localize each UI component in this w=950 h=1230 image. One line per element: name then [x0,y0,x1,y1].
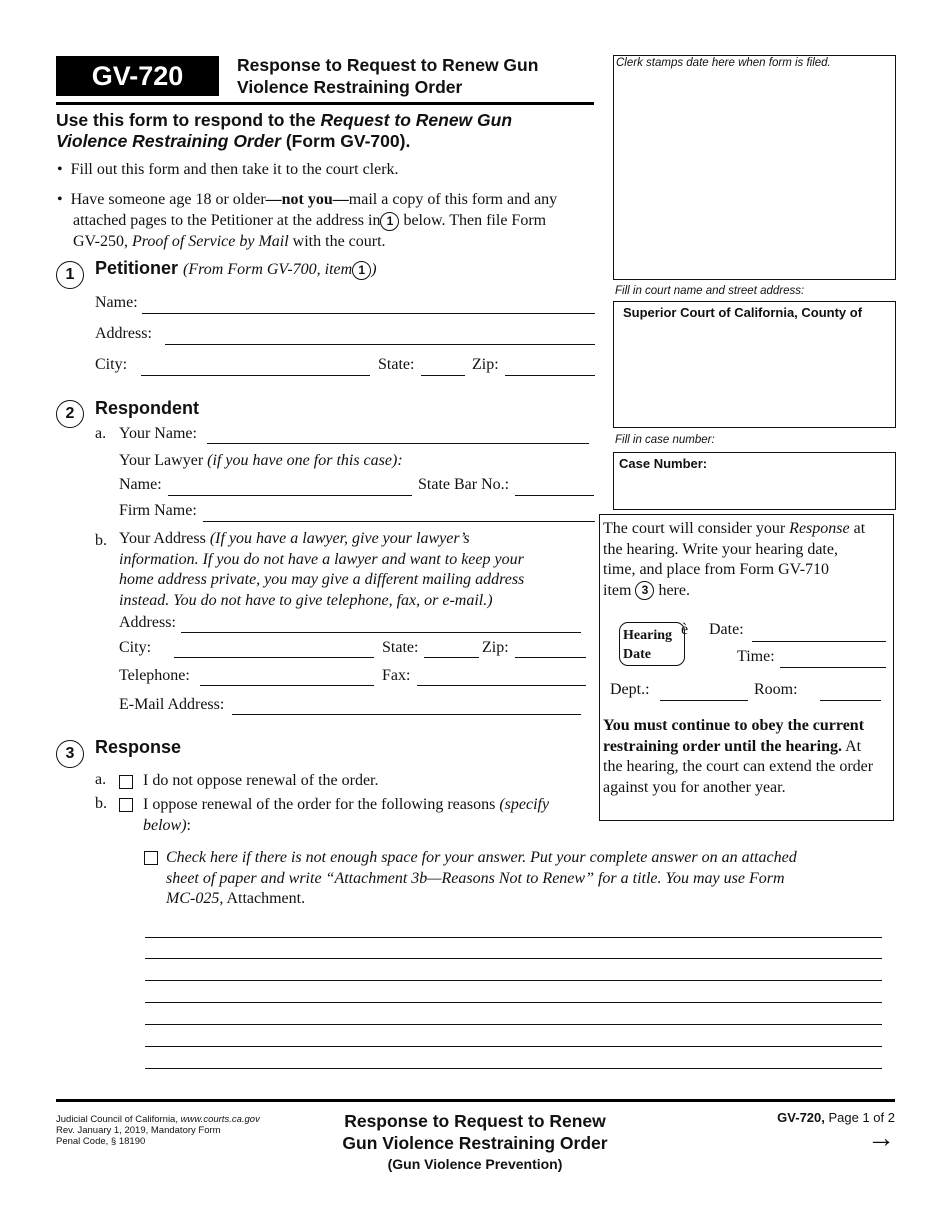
respondent-email-label: E-Mail Address: [119,696,225,713]
case-number-label: Case Number: [619,456,708,471]
warning-line4: against you for another year. [603,778,786,796]
petitioner-item-circle: 1 [352,261,371,280]
clerk-stamp-label: Clerk stamps date here when form is filed. [616,57,831,69]
warning-bold-2: restraining order until the hearing. [603,737,842,755]
hearing-line3: time, and place from Form GV-710 [603,561,830,578]
petitioner-city-label: City: [95,356,128,373]
petitioner-title: Petitioner [95,258,179,278]
hearing-date-label: Date: [709,621,744,638]
addr-note-3: home address private, you may give a different mailing address [119,571,525,588]
no-oppose-checkbox[interactable] [119,775,133,789]
hearing-date-field[interactable] [752,641,886,642]
item-3-ref-circle: 3 [635,581,654,600]
badge-arrow-icon: è [681,621,689,638]
bullet-2-line2a: attached pages to the Petitioner at the address in [73,212,381,229]
footer-subtitle: (Gun Violence Prevention) [387,1156,563,1172]
respondent-fax-field[interactable] [417,685,586,686]
bullet-2-line2b: below. Then file Form [399,212,547,229]
respondent-b-marker: b. [95,532,107,549]
no-oppose-label: I do not oppose renewal of the order. [143,772,379,789]
footer-title-1: Response to Request to Renew [344,1111,606,1131]
hearing-box [599,514,894,821]
footer-title-2: Gun Violence Restraining Order [342,1133,608,1153]
hearing-room-field[interactable] [820,700,881,701]
respondent-address-label: Address: [119,614,176,631]
petitioner-zip-label: Zip: [472,356,499,373]
firm-name-field[interactable] [203,521,595,522]
form-title-line1: Response to Request to Renew Gun [237,55,539,75]
clerk-stamp-box [613,55,896,280]
respondent-fax-label: Fax: [382,667,411,684]
attach-form: MC-025, [166,890,224,907]
court-address-label: Fill in court name and street address: [615,285,805,297]
response-b-marker: b. [95,795,107,812]
petitioner-subtitle-end: ) [371,261,377,278]
footer-form-code: GV-720, [777,1110,825,1125]
bullet-2-line3b: with the court. [288,233,386,250]
petitioner-address-field[interactable] [165,344,595,345]
oppose-below: below) [143,816,187,834]
respondent-zip-field[interactable] [515,657,586,658]
lawyer-label-text: Your Lawyer [119,452,208,469]
hearing-room-label: Room: [754,681,798,698]
respondent-name-field[interactable] [207,443,589,444]
respondent-address-instructions [119,529,524,611]
hearing-dept-field[interactable] [660,700,748,701]
badge-line2: Date [623,647,651,662]
petitioner-city-field[interactable] [141,375,370,376]
intro-heading [56,110,512,152]
section-3-title: Response [95,737,182,757]
petitioner-name-field[interactable] [142,313,595,314]
bullet-2-c: mail a copy of this form and any [348,191,558,208]
hearing-line4a: item [603,581,632,599]
bullet-2-line3-italic: Proof of Service by Mail [131,233,289,250]
bullet-2-line3a: GV-250, [73,233,132,250]
intro-heading-italic: Request to Renew Gun [320,110,513,130]
attach-line3-post: Attachment. [223,890,306,907]
court-name: Superior Court of California, County of [623,305,863,320]
reason-line-5[interactable] [145,1024,882,1025]
lawyer-name-field[interactable] [168,495,412,496]
petitioner-address-label: Address: [95,325,152,342]
hearing-warning [603,716,873,798]
warning-bold-1: You must continue to obey the current [603,717,865,734]
section-2-number: 2 [56,400,84,428]
oppose-label [143,795,549,836]
hearing-line1b: at [849,520,866,537]
court-address-box[interactable] [613,301,896,428]
respondent-email-field[interactable] [232,714,581,715]
lawyer-label-italic: (if you have one for this case): [207,452,403,469]
state-bar-field[interactable] [515,495,594,496]
warning-line2-post: At [841,737,862,755]
reason-line-6[interactable] [145,1046,882,1047]
item-ref-circle: 1 [380,212,399,231]
intro-heading-italic2: Violence Restraining Order [56,131,281,151]
respondent-lawyer-label [119,452,403,470]
your-address-label: Your Address [119,530,210,547]
bullet-2: • Have someone age 18 or older—not you—mail a copy of this form and any attached pages to the Petitioner at the address in 1 below. Then file Form GV-250, Proof of Service by Mail with the court. [57,191,558,250]
footer-title [275,1110,675,1174]
hearing-line2: the hearing. Write your hearing date, [603,540,838,558]
oppose-text: I oppose renewal of the order for the following reasons [143,796,500,813]
addr-note-1: (If you have a lawyer, give your lawyer’s [209,530,470,547]
hearing-line1-italic: Response [789,520,850,537]
oppose-specify: (specify [499,796,550,813]
bullet-1-text: Fill out this form and then take it to the court clerk. [70,161,399,178]
form-code-badge: GV-720 [56,56,219,96]
respondent-state-label: State: [382,639,419,656]
addr-note-2: information. If you do not have a lawyer and want to keep your [119,550,524,568]
addr-note-4: instead. You do not have to give telephone, fax, or e-mail.) [119,591,493,609]
hearing-time-field[interactable] [780,667,886,668]
respondent-address-field[interactable] [181,632,581,633]
respondent-telephone-field[interactable] [200,685,374,686]
reason-line-1[interactable] [145,937,882,938]
respondent-city-field[interactable] [174,657,374,658]
firm-name-label: Firm Name: [119,502,197,519]
petitioner-subtitle-text: (From Form GV-700, item [183,261,353,278]
warning-line3: the hearing, the court can extend the order [603,758,874,775]
response-a-marker: a. [95,771,107,788]
form-title [237,54,538,98]
respondent-telephone-label: Telephone: [119,667,190,684]
hearing-date-badge [619,622,685,666]
petitioner-name-label: Name: [95,294,138,311]
respondent-state-field[interactable] [424,657,479,658]
hearing-line4b: here. [654,581,690,599]
badge-line1: Hearing [623,628,672,643]
intro-heading-text: Use this form to respond to the [56,110,321,130]
attachment-instructions [166,848,797,910]
reason-line-7[interactable] [145,1068,882,1069]
petitioner-zip-field[interactable] [505,375,595,376]
hearing-time-label: Time: [737,648,775,665]
attachment-checkbox[interactable] [144,851,158,865]
petitioner-state-label: State: [378,356,415,373]
section-2-title: Respondent [95,398,200,418]
footer-rule [56,1099,895,1102]
section-3-number: 3 [56,740,84,768]
bullet-2-b: —not you— [265,191,349,208]
attach-line1: Check here if there is not enough space for your answer. Put your complete answer on an attached [166,849,797,866]
petitioner-subtitle [183,261,377,278]
reason-line-3[interactable] [145,980,882,981]
form-title-line2: Violence Restraining Order [237,77,463,97]
case-number-label-hint: Fill in case number: [615,434,715,446]
section-1-title [95,258,377,280]
respondent-zip-label: Zip: [482,639,509,656]
footer-url: www.courts.ca.gov [180,1114,260,1125]
respondent-a-marker: a. [95,425,107,442]
footer-page-num: Page 1 of 2 [824,1110,895,1125]
respondent-name-label: Your Name: [119,425,197,442]
footer-jc: Judicial Council of California, [56,1114,181,1125]
footer-left [56,1114,260,1147]
bullet-2-a: Have someone age 18 or older [70,191,266,208]
next-page-arrow-icon[interactable]: → [867,1122,895,1153]
hearing-instructions [603,519,865,601]
bullet-1: • Fill out this form and then take it to the court clerk. [57,161,399,178]
footer-penal: Penal Code, § 18190 [56,1136,146,1147]
footer-rev: Rev. January 1, 2019, Mandatory Form [56,1125,221,1136]
case-number-box[interactable] [613,452,896,510]
oppose-colon: : [186,816,191,834]
section-1-number: 1 [56,261,84,289]
attach-line2: sheet of paper and write “Attachment 3b—Reasons Not to Renew” for a title. You may use Form [166,869,785,887]
petitioner-state-field[interactable] [421,375,465,376]
reason-line-2[interactable] [145,958,882,959]
header-rule [56,102,594,105]
lawyer-name-label: Name: [119,476,162,493]
state-bar-label: State Bar No.: [418,476,510,493]
reason-line-4[interactable] [145,1002,882,1003]
oppose-checkbox[interactable] [119,798,133,812]
hearing-dept-label: Dept.: [610,681,650,698]
hearing-line1a: The court will consider your [603,520,790,537]
respondent-city-label: City: [119,639,152,656]
intro-heading-form: (Form GV-700). [280,131,411,151]
